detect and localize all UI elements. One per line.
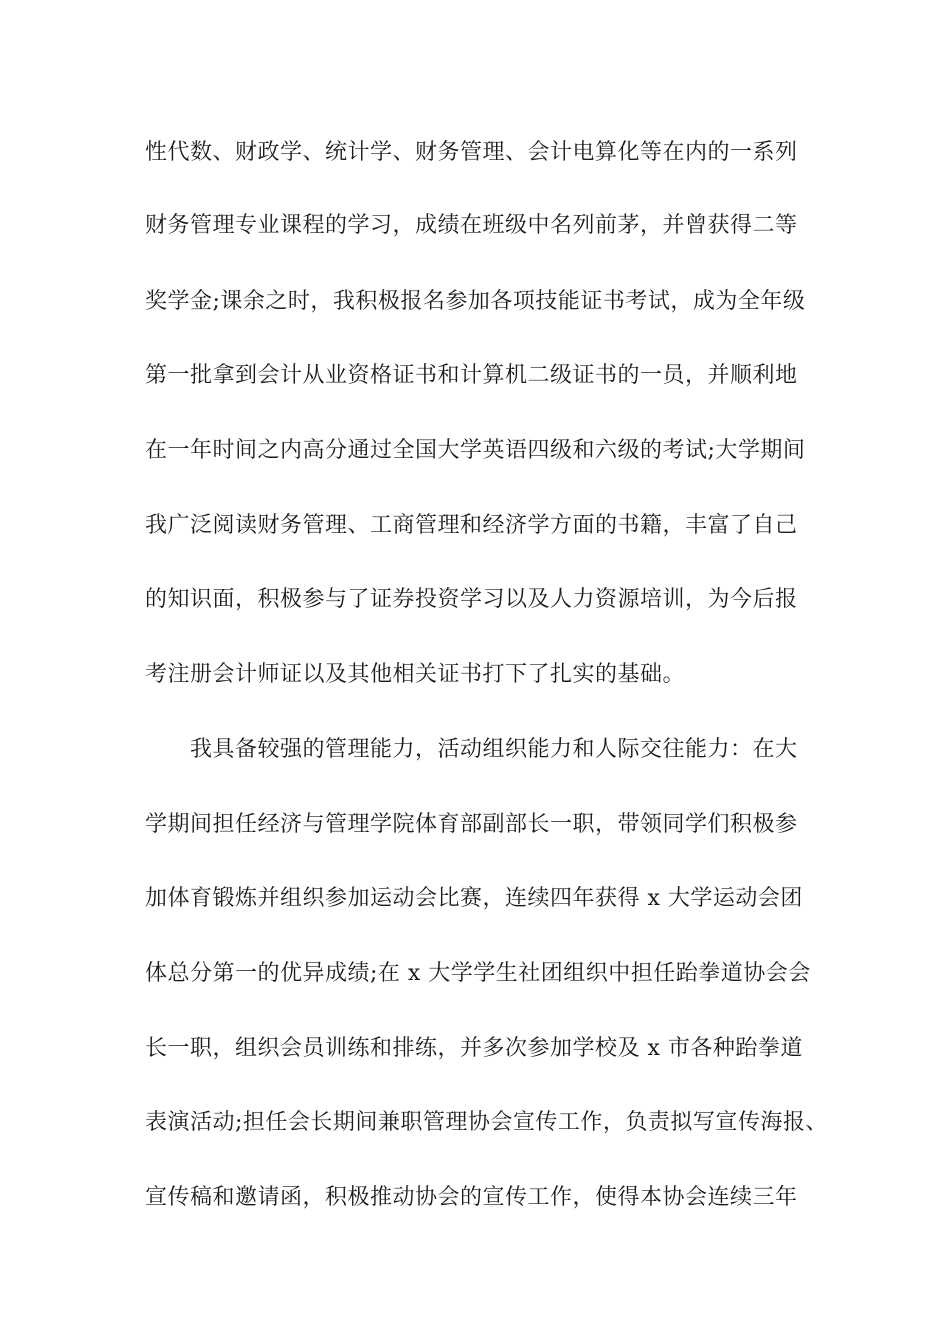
paragraph-line: 加体育锻炼并组织参加运动会比赛，连续四年获得 x 大学运动会团 <box>145 886 803 911</box>
paragraph-line: 表演活动;担任会长期间兼职管理协会宣传工作，负责拟写宣传海报、 <box>145 1110 828 1135</box>
paragraph-line: 宣传稿和邀请函，积极推动协会的宣传工作，使得本协会连续三年 <box>145 1185 798 1210</box>
paragraph-line: 奖学金;课余之时，我积极报名参加各项技能证书考试，成为全年级 <box>145 289 806 314</box>
paragraph-line: 长一职，组织会员训练和排练，并多次参加学校及 x 市各种跆拳道 <box>145 1036 803 1061</box>
paragraph-line: 考注册会计师证以及其他相关证书打下了扎实的基础。 <box>145 662 686 687</box>
paragraph-line: 性代数、财政学、统计学、财务管理、会计电算化等在内的一系列 <box>145 140 798 165</box>
paragraph-line: 在一年时间之内高分通过全国大学英语四级和六级的考试;大学期间 <box>145 438 806 463</box>
paragraph-line: 财务管理专业课程的学习，成绩在班级中名列前茅，并曾获得二等 <box>145 213 798 238</box>
paragraph-line: 第一批拿到会计从业资格证书和计算机二级证书的一员，并顺利地 <box>145 363 798 388</box>
paragraph-line: 学期间担任经济与管理学院体育部副部长一职，带领同学们积极参 <box>145 812 798 837</box>
paragraph-first-line: 我具备较强的管理能力，活动组织能力和人际交往能力：在大 <box>190 737 798 762</box>
paragraph-line: 我广泛阅读财务管理、工商管理和经济学方面的书籍，丰富了自己 <box>145 513 798 538</box>
paragraph-line: 的知识面，积极参与了证券投资学习以及人力资源培训，为今后报 <box>145 587 798 612</box>
paragraph-line: 体总分第一的优异成绩;在 x 大学学生社团组织中担任跆拳道协会会 <box>145 961 811 986</box>
